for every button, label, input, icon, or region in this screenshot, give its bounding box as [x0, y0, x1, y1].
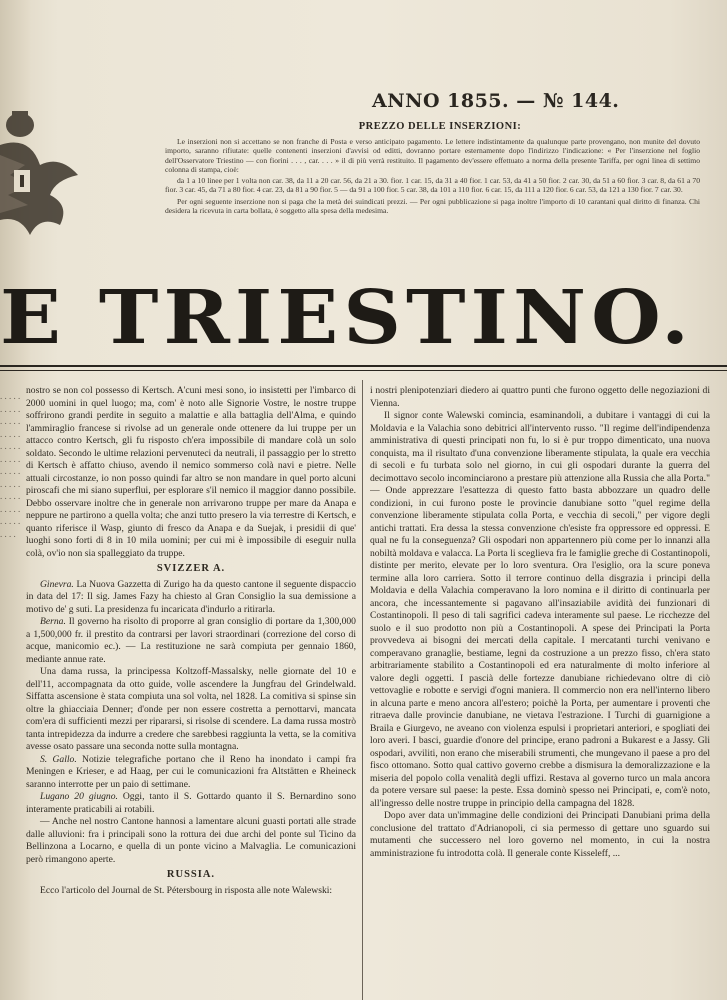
- article-paragraph: — Anche nel nostro Cantone hannosi a lamentare alcuni guasti portati alle strade dalle alluvioni: fra i principali sono la rottura dei due archi del ponte sul Ticino da Bellinzona a Locarno, e quella di un ponte vicino a Malvaglia. Le comunicazioni però rimangono aperte.: [26, 816, 356, 865]
- title-rule-thin: [0, 370, 727, 371]
- price-paragraph: Per ogni seguente inserzione non si paga che la metà dei suindicati prezzi. — Per ogni pubblicazione si paga inoltre l'importo di 10 carantani qual diritto di finanza. Chi desidera la ricevuta in carta bollata, è soggetto alla spesa della medesima.: [165, 196, 700, 216]
- imperial-eagle-crest-icon: [0, 95, 80, 255]
- price-paragraph: Le inserzioni non si accettano se non franche di Posta e verso anticipato pagamento. Le lettere indistintamente da qualunque parte provengano, non munite del dovuto importo, saranno rifiutate: quelle contenenti inserzioni d'avvisi od editti, dovranno portare esternamente dopo l'indirizzo l'indicazione: « Per l'inserzione nel foglio dell'Osservatore Triestino — con fiorini . . . , car. . . . » il di più verrà restituito. Il pagamento dev'essere effettuato a norma della presente Tariffa, per ogni linea di settimo colonna di stampa, cioè:: [165, 137, 700, 174]
- price-body: [165, 137, 700, 217]
- article-paragraph: Ginevra. La Nuova Gazzetta di Zurigo ha da questo cantone il seguente dispaccio in data del 17: Il sig. James Fazy ha chiesto al Gran Consiglio la sua demissione a motivo de' g suti. La presidenza fu incaricata d'indurlo a ritirarla.: [26, 578, 356, 615]
- price-title: PREZZO DELLE INSERZIONI:: [358, 121, 522, 132]
- article-paragraph: i nostri plenipotenziari diedero ai quattro punti che furono oggetto delle negoziazioni di Vienna.: [370, 385, 710, 409]
- title-rule-thick: [0, 365, 727, 367]
- year-issue-line: ANNO 1855. — № 144.: [372, 90, 620, 112]
- article-paragraph: Dopo aver data un'immagine delle condizioni dei Principati Danubiani prima della conclusione del trattato d'Adrianopoli, ci sia permesso di gettare uno sguardo sui mutamenti che successero nel loro governo nel momento, in cui la nostra amministrazione fu introdotta colà. Il generale conte Kisseleff, ...: [370, 810, 710, 859]
- section-heading: RUSSIA.: [166, 869, 216, 880]
- newspaper-title-text: E TRIESTINO.: [0, 273, 694, 361]
- dateline: Ginevra.: [40, 578, 77, 590]
- article-paragraph: Berna. Il governo ha risolto di proporre al gran consiglio di portare da 1,300,000 a 1,500,000 fr. il prestito da contrarsi per lavori straordinari (correzione del corso di acque, manicomio ec.). — La restituzione ne sarà compiuta per gennaio 1860, mediante annue rate.: [26, 616, 356, 665]
- right-column: [370, 385, 710, 1000]
- newspaper-title: [0, 272, 727, 362]
- dateline: Berna.: [40, 616, 69, 627]
- article-paragraph: nostro se non col possesso di Kertsch. A'cuni mesi sono, io insistetti per l'imbarco di 2000 uomini in quel luogo; ma, com' è noto alle Signorie Vostre, le nostre truppe soffrirono grandi perdite in seguito a malattie e alla battaglia dell'Alma, e quindo l'ammiraglio francese si rivolse ad un generale onde ottenere da lui truppe per un attacco contro Kertsch, gli fu risposto ch'era impossibile di mandare colà un solo soldato. Secondo le ultime relazioni pervenuteci da neutrali, il passaggio per lo stretto di Kertsch è affatto chiuso, avendo il nemico sommerso colà navi e pietre. Nelle attuali circostanze, io non posso quindi far altro se non mandare in quel porto alcuni piroscafi che mi siano superflui, per esplorare s'il nemico il maggior danno possibile. Debbo osservare inoltre che in generale non arrivarono truppe per mare da Anapa e neppure ne partirono a quella volta; che anzi tutto presero la via terrestre di Kertsch, e quanto riferisce il Wasp, giunto di fresco da Anapa e da Suejak, i presidii di que' luoghi sono forti di 8 in 10 mila uomini; per cui mi è impossibile di eseguir nulla colà, ov'io non sia spalleggiato da truppe.: [26, 385, 356, 559]
- margin-marks: . . . . . . . . . . . . . . . . . . . . . . . . . . . . . . . . . . . . . . . . . . . . . . . . . . . . . . . . . . .: [0, 391, 21, 539]
- dateline: Lugano 20 giugno.: [40, 791, 123, 802]
- article-paragraph: Lugano 20 giugno. Oggi, tanto il S. Gottardo quanto il S. Bernardino sono interamente praticabili ai rotabili.: [26, 791, 356, 815]
- article-paragraph: Una dama russa, la principessa Koltzoff-Massalsky, nelle giornate del 10 e dell'11, accompagnata da otto guide, volle ascendere la Jungfrau del Grindelwald. Siffatta ascensione è stata compiuta una sol volta, nel 1828. La comitiva si spinse sin oltre la ghiacciaia Denner; d'onde per non essere costretta a pernottarvi, mancata com'era di sufficienti mezzi per ripararsi, si risolse di scendere. La dama russa mostrò tanta intrepidezza da indurre a credere che sarebbesi raggiunta la vetta, se la comitiva avesse osato passare una seconda notte sulla montagna.: [26, 666, 356, 752]
- article-paragraph: Ecco l'articolo del Journal de St. Pétersbourg in risposta alle note Walewski:: [40, 884, 333, 896]
- section-heading: SVIZZER A.: [156, 563, 226, 574]
- price-paragraph: da 1 a 10 linee per 1 volta non car. 38, da 11 a 20 car. 56, da 21 a 30. fior. 1 car. 15, da 31 a 40 fior. 1 car. 53, da 41 a 50 fior. 2 car. 30, da 51 a 60 fior. 3 car. 8, da 61 a 70 fior. 3 car. 45, da 71 a 80 fior. 4 car. 23, da 81 a 90 fior. 5 — da 91 a 100 fior. 5 car. 38, da 101 a 110 fior. 6 car. 15, da 111 a 120 fior. 6 car. 53, da 121 a 130 fior. 7 car. 30.: [165, 176, 700, 195]
- article-paragraph: Il signor conte Walewski comincia, esaminandoli, a dubitare i vantaggi di cui la Moldavia e la Valachia sono debitrici all'intervento russo. "Il regime dell'indipendenza amministrativa di questi principati non fu, lo si è pur troppo dimenticato, una nuova conquista, ma il risultato d'una convenzione liberamente stipulata, la quale era vecchia di secoli e fu turbata solo nel giorno, in cui gli ospodari durante la guerra del decimottavo secolo incominciarono a prestare più attenzione alla Russia che alla Porta." — Onde apprezzare l'esattezza di questo fatto basta abbozzare un quadro delle condizioni, in cui furono poste le provincie danubiane sotto "quel regime della convenzione liberamente stipulata colla Porta, e vecchia di secoli," per vigore degli antichi trattati. Era dessa la stessa convenzione ch'esiste fra oppressore ed oppressi. E qual ne fu la conseguenza? Gli ospodari non appartennero più come per lo innanzi alla nobiltà moldava e valacca. La Porta li sceglieva fra le famiglie greche di Costantinopoli, distinte per merito, elevate per lo loro sventura. Ora l'esiglio, ora la scure poneva termine alla loro carriera. Sotto il terrore continuo della disgrazia i principi della Moldavia e della Valachia comperavano la loro nomina e il diritto di continuarla per ancora, che incessantemente si pagavano all'insaziabile avidità dei funzionari di Costantinopoli. Il peso di tali sagrifici cadeva interamente sul paese. Le ricchezze del suolo e il suo prodotto non più a Costantinopoli. A spese dei Principati la Porta provvedeva ai bisogni dei mercati della capitale. I mercatanti turchi venivano e comperavano granaglie, bestiame, legni da costruzione a un prezzo fisso, ch'era stato arbitrariamente stabilito a Costantinopoli ed era naturalmente di molto inferiore al valore degli oggetti. I pascià delle fortezze danubiane richiedevano oltre di ciò vettovaglie e robotte e servigi d'ogni maniera. Il commercio non era nell'interno libero in alcuna parte e meno ancora all'estero; poichè la Porta, per aumentare i proventi che ritraeva dalle provincie danubiane, ne vietava l'estrazione. I Turchi di guarnigione a Braila e Giurgevo, ne aveano con violenza espulsi i proprietari anteriori, e spogliati dei loro averi. I basci, guardie d'onore del principe, erano padroni a Bukarest e a Jassy. Gli ospodari, avviliti, non erano che miserabili strumenti, che mungevano il paese a pro del fisco ottomano. Sotto qual cattivo governo crebbe a dismisura la demoralizzazione e la miseria del popolo colla venalità degli uffizi. Restava al governo turco un mala ancora da potere versare sul paese: la peste. Essa dominò spesso nei Principati, e, com'è noto, all'ingresso delle nostre truppe in principio della campagna del 1828.: [370, 410, 710, 809]
- column-divider: [362, 380, 363, 1000]
- dateline: S. Gallo.: [40, 753, 83, 765]
- left-column: [26, 385, 356, 1000]
- article-paragraph: S. Gallo. Notizie telegrafiche portano che il Reno ha inondato i campi fra Meningen e Krieser, e ad Haag, per cui le comunicazioni fra Altstätten e Rheineck saranno interrotte per un paio di settimane.: [26, 753, 356, 790]
